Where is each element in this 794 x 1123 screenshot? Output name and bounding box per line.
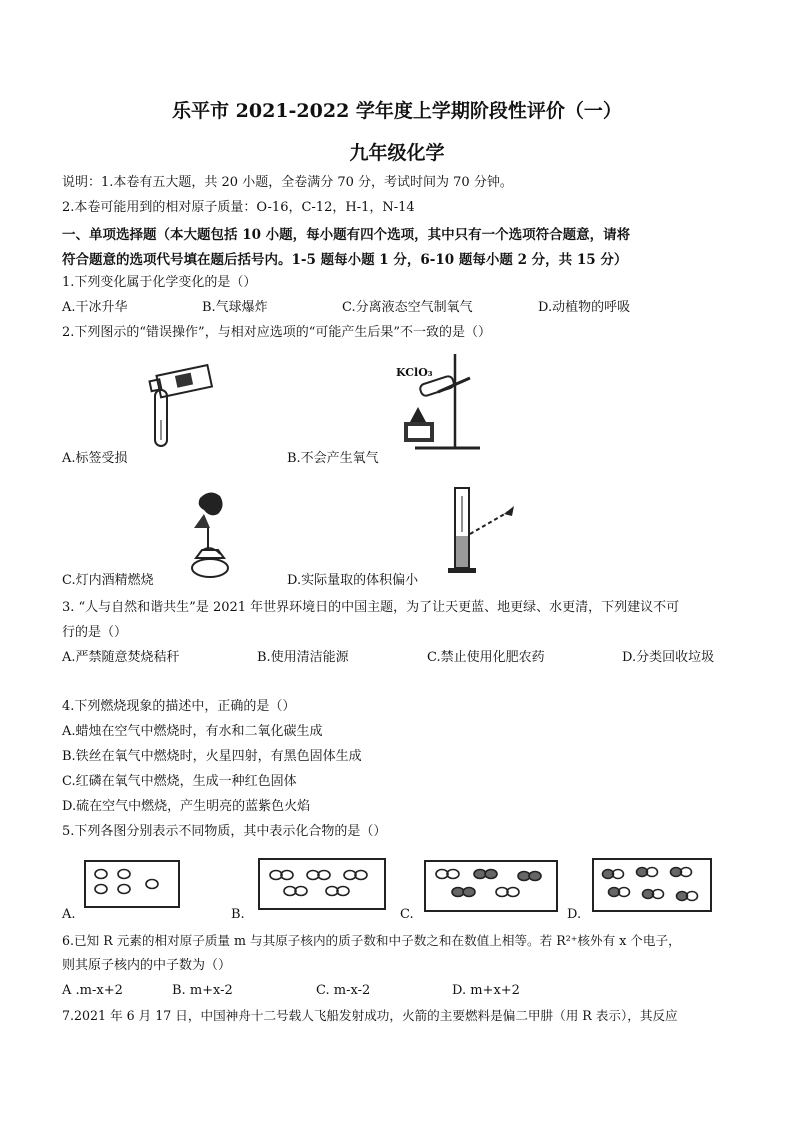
instruction-line-1: 说明：1.本卷有五大题，共 20 小题，全卷满分 70 分，考试时间为 70 分钟。	[62, 175, 513, 190]
question-4-option-a: A.蜡烛在空气中燃烧时，有水和二氧化碳生成	[62, 724, 323, 739]
question-3-option-c: C.禁止使用化肥农药	[427, 650, 545, 665]
question-2-option-d: D.实际量取的体积偏小	[287, 573, 419, 588]
question-5-stem: 5.下列各图分别表示不同物质，其中表示化合物的是（）	[62, 824, 387, 839]
question-4-option-b: B.铁丝在氧气中燃烧时，火星四射，有黑色固体生成	[62, 749, 362, 764]
question-6-stem-line-2: 则其原子核内的中子数为（）	[62, 958, 232, 973]
page-subtitle: 九年级化学	[349, 142, 445, 164]
figure-label-damage	[140, 360, 220, 450]
question-1-option-d: D.动植物的呼吸	[538, 300, 631, 315]
question-4-stem: 4.下列燃烧现象的描述中，正确的是（）	[62, 699, 296, 714]
molecule-box-d	[592, 858, 712, 912]
question-1-option-b: B.气球爆炸	[202, 300, 268, 315]
question-7-stem: 7.2021 年 6 月 17 日，中国神舟十二号载人飞船发射成功，火箭的主要燃料是偏二甲肼（用 R 表示），其反应	[62, 1008, 678, 1023]
question-1-stem: 1.下列变化属于化学变化的是（）	[62, 275, 257, 290]
molecule-box-b	[258, 858, 386, 910]
molecule-box-c	[424, 860, 558, 912]
page-title: 乐平市 2021-2022 学年度上学期阶段性评价（一）	[172, 100, 622, 122]
question-5-option-b: B.	[231, 907, 245, 922]
question-6-option-a: A .m-x+2	[62, 983, 123, 998]
question-6-option-d: D. m+x+2	[452, 983, 520, 998]
question-4-option-c: C.红磷在氧气中燃烧，生成一种红色固体	[62, 774, 297, 789]
figure-measuring-cylinder	[440, 486, 530, 576]
question-1-option-c: C.分离液态空气制氧气	[342, 300, 473, 315]
question-1-option-a: A.干冰升华	[62, 300, 128, 315]
question-3-stem-line-1: 3. “人与自然和谐共生”是 2021 年世界环境日的中国主题，为了让天更蓝、地更绿、水更清，下列建议不可	[62, 600, 680, 615]
kclo3-label: KClO₃	[396, 366, 433, 379]
figure-alcohol-lamp	[180, 488, 240, 580]
question-5-option-c: C.	[400, 907, 414, 922]
question-6-option-b: B. m+x-2	[172, 983, 233, 998]
instruction-line-2: 2.本卷可能用到的相对原子质量：O-16，C-12，H-1，N-14	[62, 200, 415, 215]
question-2-option-c: C.灯内酒精燃烧	[62, 573, 154, 588]
figure-heating-kclo3	[380, 352, 490, 452]
section-heading-line-2: 符合题意的选项代号填在题后括号内。1-5 题每小题 1 分，6-10 题每小题 2 分，共 15 分）	[62, 252, 628, 268]
question-6-stem-line-1: 6.已知 R 元素的相对原子质量 m 与其原子核内的质子数和中子数之和在数值上相等。若 R²⁺核外有 x 个电子，	[62, 933, 681, 948]
question-3-stem-line-2: 行的是（）	[62, 625, 128, 640]
question-5-option-a: A.	[62, 907, 76, 922]
question-2-option-b: B.不会产生氧气	[287, 451, 379, 466]
section-heading-line-1: 一、单项选择题（本大题包括 10 小题，每小题有四个选项，其中只有一个选项符合题意，请将	[62, 227, 631, 243]
question-2-option-a: A.标签受损	[62, 451, 128, 466]
question-3-option-d: D.分类回收垃圾	[622, 650, 715, 665]
question-4-option-d: D.硫在空气中燃烧，产生明亮的蓝紫色火焰	[62, 799, 311, 814]
question-3-option-b: B.使用清洁能源	[257, 650, 349, 665]
question-2-stem: 2.下列图示的“错误操作”，与相对应选项的“可能产生后果”不一致的是（）	[62, 325, 491, 340]
question-5-option-d: D.	[567, 907, 582, 922]
molecule-box-a	[84, 860, 180, 908]
question-3-option-a: A.严禁随意焚烧秸秆	[62, 650, 180, 665]
question-6-option-c: C. m-x-2	[316, 983, 371, 998]
